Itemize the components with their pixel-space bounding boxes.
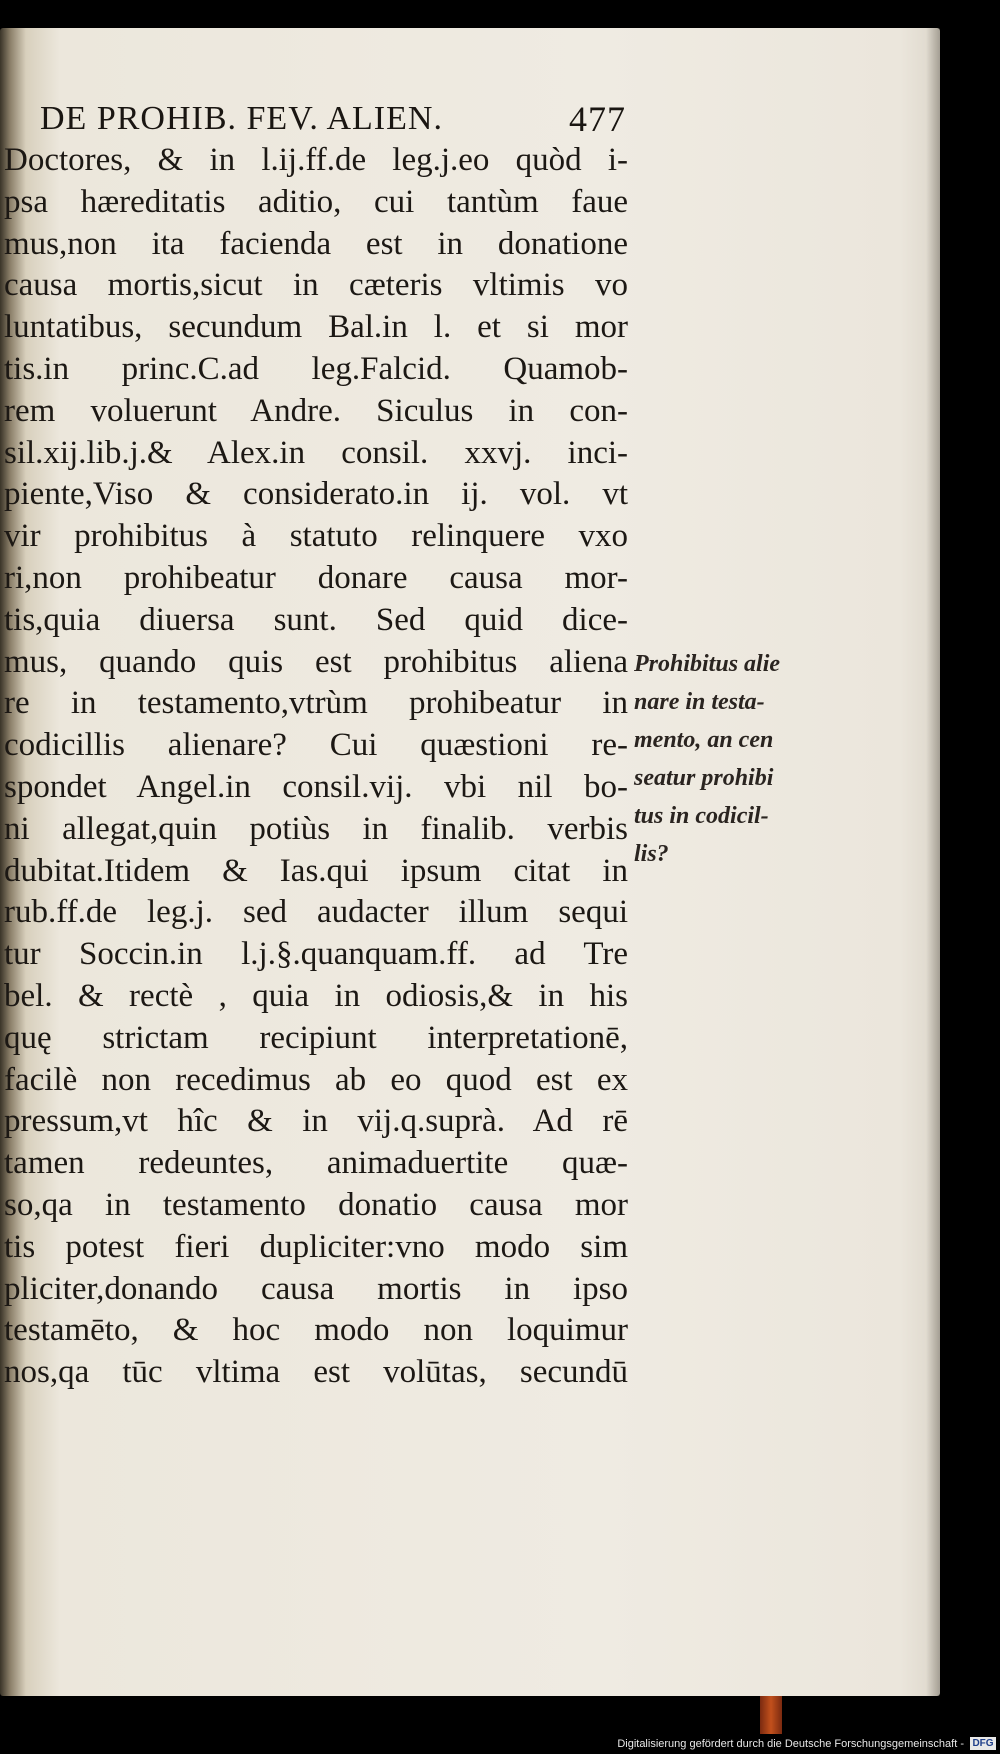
text-line: rub.ff.de leg.j. sed audacter illum sequi <box>4 894 628 931</box>
text-line: causa mortis,sicut in cæteris vltimis vo <box>4 267 628 304</box>
running-title: DE PROHIB. FEV. ALIEN. <box>40 100 443 137</box>
page-edge-shadow <box>926 28 940 1696</box>
dfg-logo: DFG <box>970 1737 996 1750</box>
text-line: nos,qa tūc vltima est volūtas, secundū <box>4 1354 628 1391</box>
page-number: 477 <box>569 99 626 139</box>
text-line: ni allegat,quin potiùs in finalib. verbis <box>4 810 628 847</box>
text-line: Doctores, & in l.ij.ff.de leg.j.eo quòd i- <box>4 142 628 178</box>
text-line: pliciter,donando causa mortis in ipso <box>4 1270 628 1307</box>
text-line: mus,non ita facienda est in donatione <box>4 225 628 262</box>
text-line: piente,Viso & considerato.in ij. vol. vt <box>4 476 628 513</box>
text-line: tis,quia diuersa sunt. Sed quid dice- <box>4 601 628 638</box>
text-line: codicillis alienare? Cui quæstioni re- <box>4 727 628 764</box>
text-line: bel. & rectè , quia in odiosis,& in his <box>4 977 628 1014</box>
marginal-note <box>634 645 814 873</box>
running-header <box>40 94 626 144</box>
digitization-credit: Digitalisierung gefördert durch die Deutsche Forschungsgemeinschaft - <box>617 1738 964 1750</box>
text-line: ri,non prohibeatur donare causa mor- <box>4 559 628 596</box>
text-line: testamēto, & hoc modo non loquimur <box>4 1312 628 1349</box>
marginal-note-line: seatur prohibi <box>634 765 774 791</box>
marginal-note-line: Prohibitus alie <box>634 651 781 677</box>
text-line: sil.xij.lib.j.& Alex.in consil. xxvj. inci- <box>4 434 628 471</box>
marginal-note-line: tus in codicil- <box>634 803 769 829</box>
text-line: facilè non recedimus ab eo quod est ex <box>4 1061 628 1098</box>
text-line: tur Soccin.in l.j.§.quanquam.ff. ad Tre <box>4 936 628 973</box>
bookmark-ribbon <box>760 1696 782 1734</box>
marginal-note-line: lis? <box>634 841 669 867</box>
text-line: re in testamento,vtrùm prohibeatur in <box>4 685 628 722</box>
text-line: rem voluerunt Andre. Siculus in con- <box>4 392 628 429</box>
text-line: spondet Angel.in consil.vij. vbi nil bo- <box>4 768 628 805</box>
text-line: mus, quando quis est prohibitus aliena <box>4 643 628 680</box>
text-line: tamen redeuntes, animaduertite quæ- <box>4 1145 628 1182</box>
main-text-block <box>4 140 628 1394</box>
marginal-note-line: mento, an cen <box>634 727 774 753</box>
text-line: vir prohibitus à statuto relinquere vxo <box>4 518 628 555</box>
text-line: tis potest fieri dupliciter:vno modo sim <box>4 1228 628 1265</box>
text-line: psa hæreditatis aditio, cui tantùm faue <box>4 183 628 220</box>
text-line: quę strictam recipiunt interpretationē, <box>4 1019 628 1056</box>
marginal-note-line: nare in testa- <box>634 689 765 715</box>
text-line: luntatibus, secundum Bal.in l. et si mor <box>4 309 628 346</box>
text-line: dubitat.Itidem & Ias.qui ipsum citat in <box>4 852 628 889</box>
text-line: pressum,vt hîc & in vij.q.suprà. Ad rē <box>4 1103 628 1140</box>
text-line: tis.in princ.C.ad leg.Falcid. Quamob- <box>4 350 628 387</box>
text-line: so,qa in testamento donatio causa mor <box>4 1186 628 1223</box>
